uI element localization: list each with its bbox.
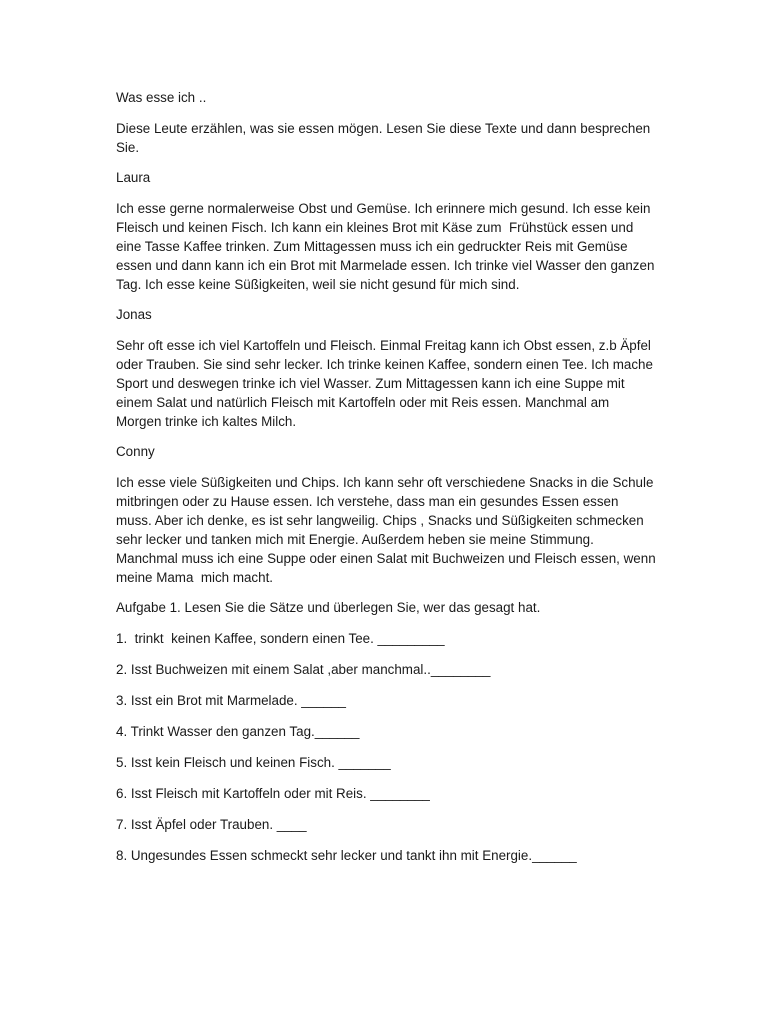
- task-item: 6. Isst Fleisch mit Kartoffeln oder mit Reis. ________: [116, 786, 430, 801]
- person-name-conny: Conny: [116, 444, 155, 459]
- document-title: Was esse ich ..: [116, 90, 207, 105]
- task-item: 7. Isst Äpfel oder Trauben. ____: [116, 817, 307, 832]
- task-list: [116, 629, 656, 865]
- task-item: 1. trinkt keinen Kaffee, sondern einen Tee. _________: [116, 631, 445, 646]
- person-name-laura: Laura: [116, 170, 151, 185]
- task-item: 3. Isst ein Brot mit Marmelade. ______: [116, 693, 346, 708]
- intro-paragraph: Diese Leute erzählen, was sie essen mögen. Lesen Sie diese Texte und dann besprechen Sie.: [116, 121, 654, 155]
- worksheet-page: [116, 88, 660, 877]
- person-text-laura: Ich esse gerne normalerweise Obst und Gemüse. Ich erinnere mich gesund. Ich esse kein Fleisch und keinen Fisch. Ich kann ein kleines Brot mit Käse zum Frühstück essen und eine Tasse Kaffee trinken. Zum Mittagessen muss ich ein gedruckter Reis mit Gemüse essen und dann kann ich ein Brot mit Marmelade essen. Ich trinke viel Wasser den ganzen Tag. Ich esse keine Süßigkeiten, weil sie nicht gesund für mich sind.: [116, 201, 658, 292]
- person-text-jonas: Sehr oft esse ich viel Kartoffeln und Fleisch. Einmal Freitag kann ich Obst essen, z.b Äpfel oder Trauben. Sie sind sehr lecker. Ich trinke keinen Kaffee, sondern einen Tee. Ich mache Sport und deswegen trinke ich viel Wasser. Zum Mittagessen kann ich eine Suppe mit einem Salat und natürlich Fleisch mit Kartoffeln oder mit Reis essen. Manchmal am Morgen trinke ich kaltes Milch.: [116, 338, 657, 429]
- person-name-jonas: Jonas: [116, 307, 152, 322]
- person-text-conny: Ich esse viele Süßigkeiten und Chips. Ich kann sehr oft verschiedene Snacks in die Schule mitbringen oder zu Hause essen. Ich verstehe, dass man ein gesundes Essen essen muss. Aber ich denke, es ist sehr langweilig. Chips , Snacks und Süßigkeiten schmecken sehr lecker und tanken mich mit Energie. Außerdem heben sie meine Stimmung. Manchmal muss ich eine Suppe oder einen Salat mit Buchweizen und Fleisch essen, wenn meine Mama mich macht.: [116, 475, 660, 585]
- task-heading: Aufgabe 1. Lesen Sie die Sätze und überlegen Sie, wer das gesagt hat.: [116, 600, 541, 615]
- task-item: 5. Isst kein Fleisch und keinen Fisch. _______: [116, 755, 391, 770]
- task-item: 4. Trinkt Wasser den ganzen Tag.______: [116, 724, 360, 739]
- task-item: 8. Ungesundes Essen schmeckt sehr lecker und tankt ihn mit Energie.______: [116, 848, 577, 863]
- task-item: 2. Isst Buchweizen mit einem Salat ,aber manchmal..________: [116, 662, 491, 677]
